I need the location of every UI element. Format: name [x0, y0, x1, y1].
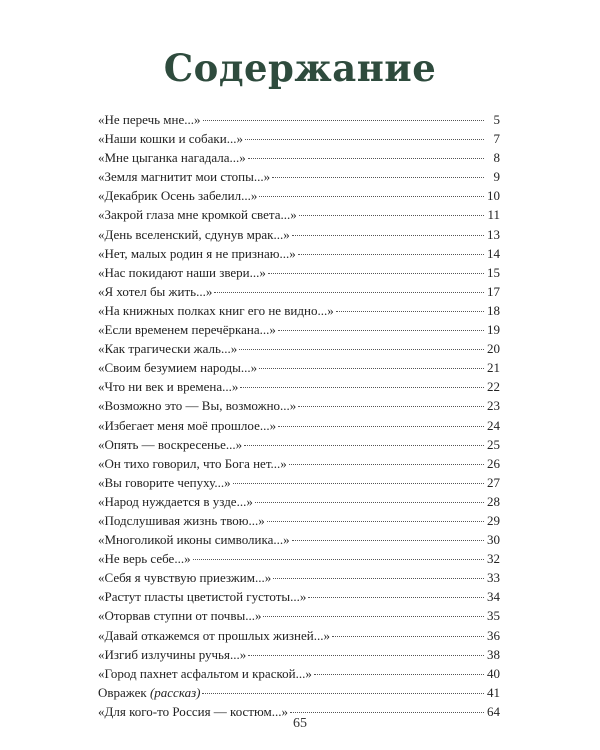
toc-entry [98, 244, 500, 263]
toc-entry [98, 549, 500, 568]
dot-leader [244, 445, 484, 446]
dot-leader [292, 540, 484, 541]
toc-entry-title [98, 645, 246, 664]
toc-entry [98, 530, 500, 549]
toc-entry-title [98, 454, 287, 473]
toc-entry-title [98, 205, 297, 224]
toc-entry [98, 416, 500, 435]
toc-entry-title-text: «Как трагически жаль...» [98, 341, 238, 357]
toc-entry [98, 664, 500, 683]
toc-entry [98, 339, 500, 358]
toc-entry-title [98, 358, 257, 377]
toc-entry-title-text: «Своим безумием народы...» [98, 360, 258, 376]
toc-entry-title-text: «Если временем перечёркана...» [98, 322, 276, 338]
toc-entry [98, 435, 500, 454]
toc-entry-page: 25 [487, 436, 500, 452]
dot-leader [233, 483, 484, 484]
toc-entry-page: 13 [487, 226, 500, 242]
dot-leader [248, 655, 484, 656]
dot-leader [255, 502, 484, 503]
toc-entry-title [98, 587, 306, 606]
toc-entry-title [98, 606, 261, 625]
toc-entry-title [98, 664, 312, 683]
toc-entry [98, 301, 500, 320]
toc-entry-title-text: «Что ни век и времена...» [98, 379, 239, 395]
toc-entry-page: 29 [487, 512, 500, 528]
dot-leader [298, 254, 484, 255]
toc-entry-title [98, 301, 334, 320]
dot-leader [332, 636, 484, 637]
toc-entry-page: 8 [493, 150, 500, 166]
toc-entry-page: 26 [487, 455, 500, 471]
toc-entry [98, 473, 500, 492]
toc-entry-page: 30 [487, 532, 500, 548]
toc-entry-page: 10 [487, 188, 500, 204]
toc-entry-title-text: «Закрой глаза мне кромкой света...» [98, 207, 297, 223]
toc-entry [98, 205, 500, 224]
toc-entry-title-text: «Себя я чувствую приезжим...» [98, 570, 272, 586]
toc-entry-page: 22 [487, 379, 500, 395]
dot-leader [272, 177, 484, 178]
toc-entry-page: 33 [487, 570, 500, 586]
toc-entry-title [98, 435, 242, 454]
dot-leader [314, 674, 484, 675]
dot-leader [245, 139, 484, 140]
toc-entry [98, 129, 500, 148]
toc-entry-title-text: «Земля магнитит мои стопы...» [98, 169, 271, 185]
toc-entry [98, 606, 500, 625]
toc-entry-title [98, 282, 212, 301]
toc-entry-title [98, 339, 237, 358]
toc-entry-title [98, 511, 265, 530]
dot-leader [267, 521, 484, 522]
dot-leader [263, 616, 484, 617]
page-number: 65 [293, 716, 307, 731]
toc-entry-title [98, 416, 276, 435]
dot-leader [202, 693, 484, 694]
dot-leader [299, 215, 484, 216]
toc-entry-page: 27 [487, 474, 500, 490]
dot-leader [259, 368, 484, 369]
toc-entry [98, 377, 500, 396]
toc-entry-title-text: «Давай откажемся от прошлых жизней...» [98, 627, 330, 643]
toc-entry [98, 225, 500, 244]
toc-entry-title [98, 244, 296, 263]
toc-entry-title-text: «Нас покидают наши звери...» [98, 264, 266, 280]
toc-entry-page: 24 [487, 417, 500, 433]
dot-leader [290, 712, 484, 713]
dot-leader [268, 273, 484, 274]
toc-entry-page: 35 [487, 608, 500, 624]
toc-entry [98, 320, 500, 339]
toc-entry [98, 454, 500, 473]
toc-entry-title-text: «Многоликой иконы символика...» [98, 532, 290, 548]
toc-entry-title-text: «Наши кошки и собаки...» [98, 131, 243, 147]
toc-entry-title [98, 263, 266, 282]
dot-leader [298, 406, 484, 407]
toc-entry-page: 5 [493, 112, 500, 127]
toc-entry [98, 282, 500, 301]
toc-entry-title [98, 186, 257, 205]
toc-entry-title-text: «Он тихо говорил, что Бога нет...» [98, 455, 287, 471]
toc-entry-title-text: «На книжных полках книг его не видно...» [98, 302, 334, 318]
toc-entry-title [98, 492, 253, 511]
toc-entry-title-text: «Город пахнет асфальтом и краской...» [98, 665, 312, 681]
dot-leader [278, 426, 484, 427]
dot-leader [336, 311, 484, 312]
toc-entry-page: 40 [487, 665, 500, 681]
toc-entry-title [98, 377, 238, 396]
toc-entry-page: 9 [493, 169, 500, 185]
toc-entry [98, 396, 500, 415]
toc-entry [98, 645, 500, 664]
toc-entry-page: 36 [487, 627, 500, 643]
toc-entry [98, 110, 500, 129]
toc-entry-title-text: «Не перечь мне...» [98, 112, 201, 127]
page-title: Содержание [163, 46, 437, 90]
toc-entry-page: 17 [487, 283, 500, 299]
dot-leader [273, 578, 484, 579]
toc-entry-page: 7 [493, 131, 500, 147]
toc-entry [98, 626, 500, 645]
toc-entry-title-text: «Для кого-то Россия — костюм...» [98, 703, 288, 719]
toc-entry-page: 34 [487, 589, 500, 605]
toc-entry-title-text: «День вселенский, сдунув мрак...» [98, 226, 290, 242]
toc-entry-note: (рассказ) [149, 684, 201, 700]
toc-entry-title [98, 110, 201, 129]
toc-entry-title [98, 530, 290, 549]
toc-entry-page: 23 [487, 398, 500, 414]
dot-leader [203, 120, 484, 121]
toc-entry-title [98, 473, 231, 492]
dot-leader [278, 330, 484, 331]
toc-entry [98, 683, 500, 702]
dot-leader [214, 292, 484, 293]
toc-entry-page: 21 [487, 360, 500, 376]
toc-entry-title-text: «Изгиб излучины ручья...» [98, 646, 247, 662]
toc-entry [98, 167, 500, 186]
toc-entry-title-text: «Растут пласты цветистой густоты...» [98, 589, 307, 605]
toc-entry-page: 20 [487, 341, 500, 357]
toc-entry-page: 28 [487, 493, 500, 509]
toc-entry-title [98, 320, 276, 339]
toc-entry-page: 11 [487, 207, 500, 223]
dot-leader [248, 158, 484, 159]
toc-entry-title-text: «Возможно это — Вы, возможно...» [98, 398, 297, 414]
toc-entry-title-text: «Я хотел бы жить...» [98, 283, 213, 299]
toc-entry-title-text: Овражек [98, 684, 147, 700]
dot-leader [259, 196, 484, 197]
table-of-contents [98, 110, 500, 721]
toc-entry-title-text: «Избегает меня моё прошлое...» [98, 417, 277, 433]
toc-entry-title [98, 167, 270, 186]
toc-entry-title-text: «Подслушивая жизнь твою...» [98, 512, 265, 528]
toc-entry-title-text: «Оторвав ступни от почвы...» [98, 608, 262, 624]
toc-entry [98, 263, 500, 282]
toc-entry-page: 14 [487, 245, 500, 261]
toc-entry-title [98, 225, 290, 244]
toc-entry-page: 15 [487, 264, 500, 280]
toc-entry-title-text: «Декабрик Осень забелил...» [98, 188, 258, 204]
dot-leader [308, 597, 484, 598]
toc-entry-page: 18 [487, 302, 500, 318]
toc-entry-page: 38 [487, 646, 500, 662]
toc-entry-title-text: «Нет, малых родин я не признаю...» [98, 245, 296, 261]
toc-entry-page: 41 [487, 684, 500, 700]
toc-entry-title-text: «Вы говорите чепуху...» [98, 474, 231, 490]
toc-entry-title [98, 396, 296, 415]
toc-entry-title-text: «Народ нуждается в узде...» [98, 493, 253, 509]
toc-entry-title [98, 626, 330, 645]
toc-entry [98, 358, 500, 377]
toc-entry-title [98, 129, 243, 148]
toc-entry [98, 186, 500, 205]
toc-entry-title [98, 683, 200, 702]
toc-entry-title [98, 568, 271, 587]
toc-entry [98, 568, 500, 587]
dot-leader [193, 559, 484, 560]
toc-entry-title-text: «Не верь себе...» [98, 551, 191, 567]
toc-entry-title [98, 148, 246, 167]
dot-leader [292, 235, 484, 236]
toc-entry-title-text: «Мне цыганка нагадала...» [98, 150, 246, 166]
toc-entry-page: 64 [487, 703, 500, 719]
dot-leader [240, 387, 484, 388]
toc-entry-title [98, 549, 191, 568]
dot-leader [289, 464, 484, 465]
toc-entry [98, 492, 500, 511]
toc-entry [98, 587, 500, 606]
dot-leader [239, 349, 484, 350]
toc-entry-page: 32 [487, 551, 500, 567]
toc-entry [98, 511, 500, 530]
toc-entry [98, 148, 500, 167]
toc-entry-page: 19 [487, 322, 500, 338]
toc-entry-title-text: «Опять — воскресенье...» [98, 436, 243, 452]
